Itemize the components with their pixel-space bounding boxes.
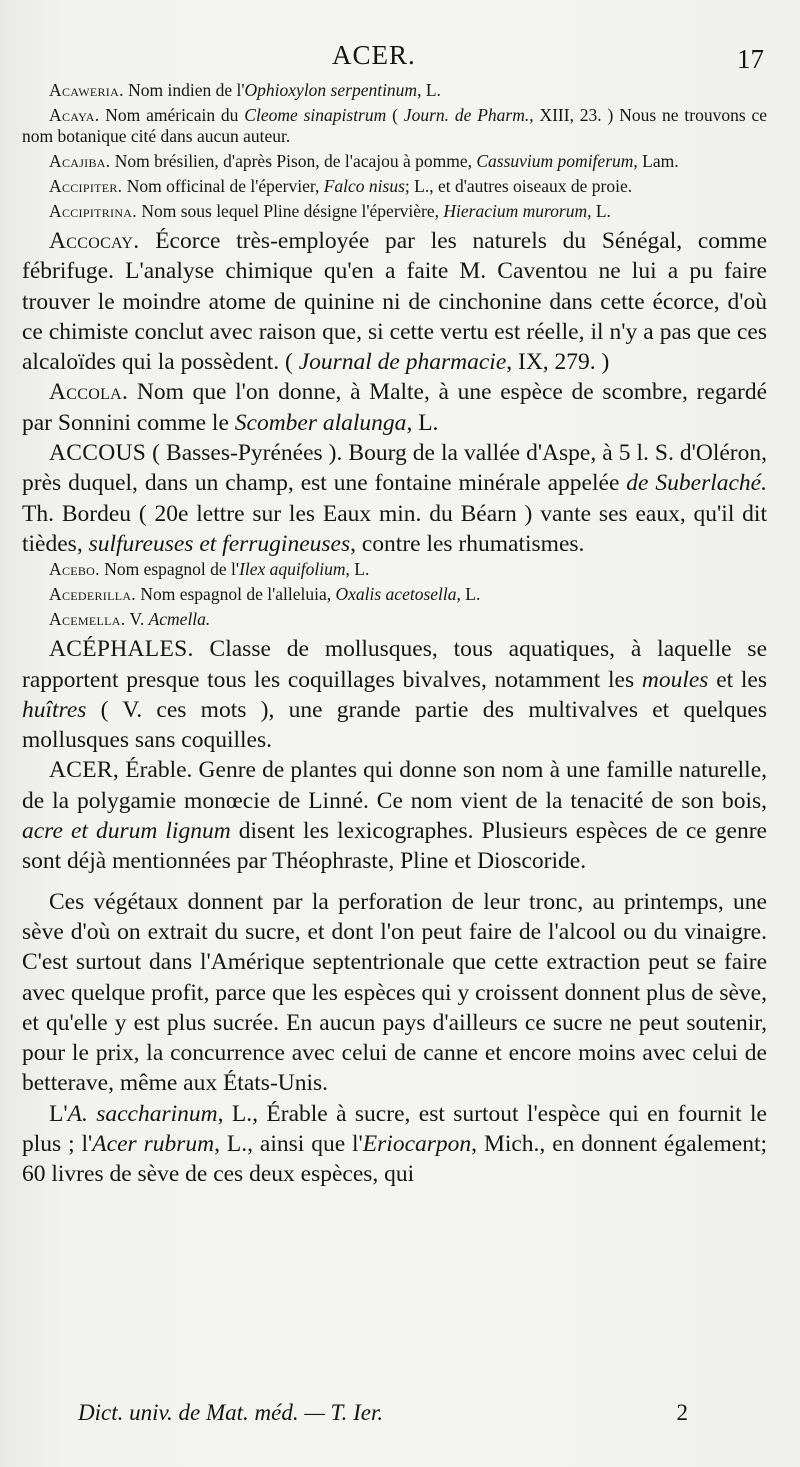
dictionary-entry	[22, 80, 767, 101]
entry-text: L'	[49, 1100, 68, 1127]
entry-text: , L.	[406, 409, 439, 436]
dictionary-entry	[22, 438, 767, 559]
entry-headword: ACÉPHALES.	[49, 636, 194, 663]
signature-mark: 2	[676, 1400, 688, 1425]
entry-text: ( Basses-Pyrénées ). Bourg de la vallée d'Aspe, à 5 l. S. d'Oléron, près duquel, dans un champ, est une fontaine minérale appelée	[22, 440, 767, 497]
dictionary-entry	[22, 755, 767, 876]
entry-text: , L., ainsi que l'	[214, 1131, 363, 1158]
italic-term: moules	[641, 666, 709, 693]
italic-term: Acer rubrum	[92, 1131, 215, 1158]
dictionary-entry	[22, 151, 767, 172]
entry-text: , L.	[456, 584, 481, 605]
dictionary-entry	[22, 377, 767, 438]
entry-text: , L.	[345, 559, 370, 580]
entry-text: Écorce très-employée par les naturels du Sénégal, comme fébrifuge. L'analyse chimique qu'en a faite M. Caventou ne lui a pu faire trouver le moindre atome de quinine ni de cinchonine dans cette écorce, d'où ce chimiste conclut avec raison que, si cette vertu est réelle, il n'y a pas que ces alcaloïdes qui la possèdent. (	[22, 228, 768, 376]
italic-term: Hieracium murorum	[443, 201, 588, 221]
italic-term: Cleome sinapistrum	[244, 105, 387, 125]
footer-title: Dict. univ. de Mat. méd. — T. Ier.	[78, 1400, 384, 1425]
entry-text: , Mich., en donnent également; 60 livres de sève de ces deux espèces, qui	[22, 1131, 768, 1188]
entry-headword: Accocay.	[49, 228, 140, 254]
italic-term: A. saccharinum	[67, 1100, 218, 1127]
entry-text: Nom officinal de l'épervier,	[126, 176, 324, 196]
running-head: ACER.	[332, 40, 416, 70]
entry-text: , L.	[417, 80, 441, 100]
entry-text: Nom espagnol de l'	[104, 559, 240, 580]
entry-text: Nom que l'on donne, à Malte, à une espèce de scombre, regardé par Sonnini comme le	[22, 379, 767, 436]
entry-headword: Accola.	[49, 379, 129, 406]
dictionary-entry	[22, 634, 767, 755]
entry-headword: Acederilla.	[49, 584, 136, 605]
entry-headword: ACCOUS	[49, 440, 147, 467]
italic-term: Oxalis acetosella	[335, 584, 457, 605]
entry-headword: ACER,	[49, 757, 120, 784]
entry-text: , contre les rhumatismes.	[350, 530, 585, 557]
entry-text: (	[386, 105, 404, 125]
italic-term: Eriocarpon	[362, 1131, 472, 1158]
entry-text: ; L., et d'autres oiseaux de proie.	[404, 176, 633, 196]
entry-text: Th. Bordeu ( 20e lettre sur les Eaux min. du Béarn ) vante ses eaux, qu'il dit tièdes,	[22, 500, 767, 557]
italic-term: Journal de pharmacie	[298, 349, 507, 376]
entry-text: , XIII, 23. ) Nous ne trouvons ce nom botanique cité dans aucun auteur.	[22, 105, 768, 146]
italic-term: de Suberlaché.	[626, 470, 767, 497]
italic-term: Scomber alalunga	[234, 409, 407, 436]
entry-text: , L., Érable à sucre, est surtout l'espèce qui en fournit le plus ; l'	[22, 1100, 767, 1158]
page-header	[0, 34, 800, 74]
dictionary-entry	[22, 609, 767, 630]
dictionary-entry	[22, 559, 767, 580]
entry-headword: Accipitrina.	[49, 201, 137, 221]
entry-text: ( V. ces mots ), une grande partie des multivalves et quelques mollusques sans coquilles.	[22, 696, 767, 754]
entry-text: Nom sous lequel Pline désigne l'épervière,	[141, 201, 444, 221]
dictionary-entry	[22, 201, 767, 222]
entry-headword: Acaweria.	[49, 80, 124, 100]
dictionary-entry	[22, 584, 767, 605]
entry-headword: Accipiter.	[49, 176, 123, 196]
entry-text: , Lam.	[633, 151, 679, 171]
dictionary-entry	[22, 105, 767, 147]
entry-headword: Acebo.	[49, 559, 100, 580]
entry-text: V.	[129, 609, 149, 630]
entry-text: , L.	[587, 201, 611, 221]
dictionary-entry	[22, 226, 767, 377]
entry-text: Nom brésilien, d'après Pison, de l'acajou à pomme,	[114, 151, 477, 171]
dictionary-entry	[22, 176, 767, 197]
entry-text: Nom espagnol de l'alleluia,	[140, 584, 336, 605]
italic-term: Cassuvium pomiferum	[476, 151, 634, 171]
dictionary-body	[22, 80, 767, 1190]
entry-headword: Acemella.	[49, 609, 126, 630]
entry-text: et les	[708, 666, 767, 693]
entry-text: disent les lexicographes. Plusieurs espèces de ce genre sont déjà mentionnées par Théophraste, Pline et Dioscoride.	[22, 818, 767, 875]
entry-text: Nom américain du	[105, 105, 245, 125]
entry-text: Érable. Genre de plantes qui donne son nom à une famille naturelle, de la polygamie monœcie de Linné. Ce nom vient de la tenacité de son bois,	[22, 757, 768, 814]
italic-term: huîtres	[22, 696, 87, 723]
entry-text: Ces végétaux donnent par la perforation de leur tronc, au printemps, une sève d'où on extrait du sucre, et dont l'on peut faire de l'alcool ou du vinaigre. C'est surtout dans l'Amérique septentrionale que cette extraction peut se faire avec quelque profit, parce que les espèces qui y croissent donnent plus de sève, et qu'elle y est plus sucrée. En aucun pays d'ailleurs ce sucre ne peut soutenir, pour le prix, la concurrence avec celui de canne et encore moins avec celui de betterave, même aux États-Unis.	[22, 888, 767, 1097]
entry-text: Nom indien de l'	[128, 80, 245, 100]
page-number: 17	[737, 44, 764, 74]
entry-text: Classe de mollusques, tous aquatiques, à laquelle se rapportent presque tous les coquillages bivalves, notamment les	[22, 636, 768, 693]
page-footer	[78, 1400, 758, 1434]
italic-term: Journ. de Pharm.	[403, 105, 530, 125]
italic-term: acre et durum lignum	[22, 818, 231, 845]
entry-text: , IX, 279. )	[506, 349, 610, 376]
italic-term: Acmella.	[148, 609, 211, 630]
dictionary-entry	[22, 1099, 767, 1190]
italic-term: Ilex aquifolium	[239, 559, 346, 580]
entry-headword: Acajiba.	[49, 151, 111, 171]
dictionary-entry	[22, 887, 767, 1099]
italic-term: Ophioxylon serpentinum	[244, 80, 418, 100]
entry-headword: Acaya.	[49, 105, 100, 125]
italic-term: sulfureuses et ferrugineuses	[88, 530, 351, 557]
italic-term: Falco nisus	[323, 176, 405, 196]
